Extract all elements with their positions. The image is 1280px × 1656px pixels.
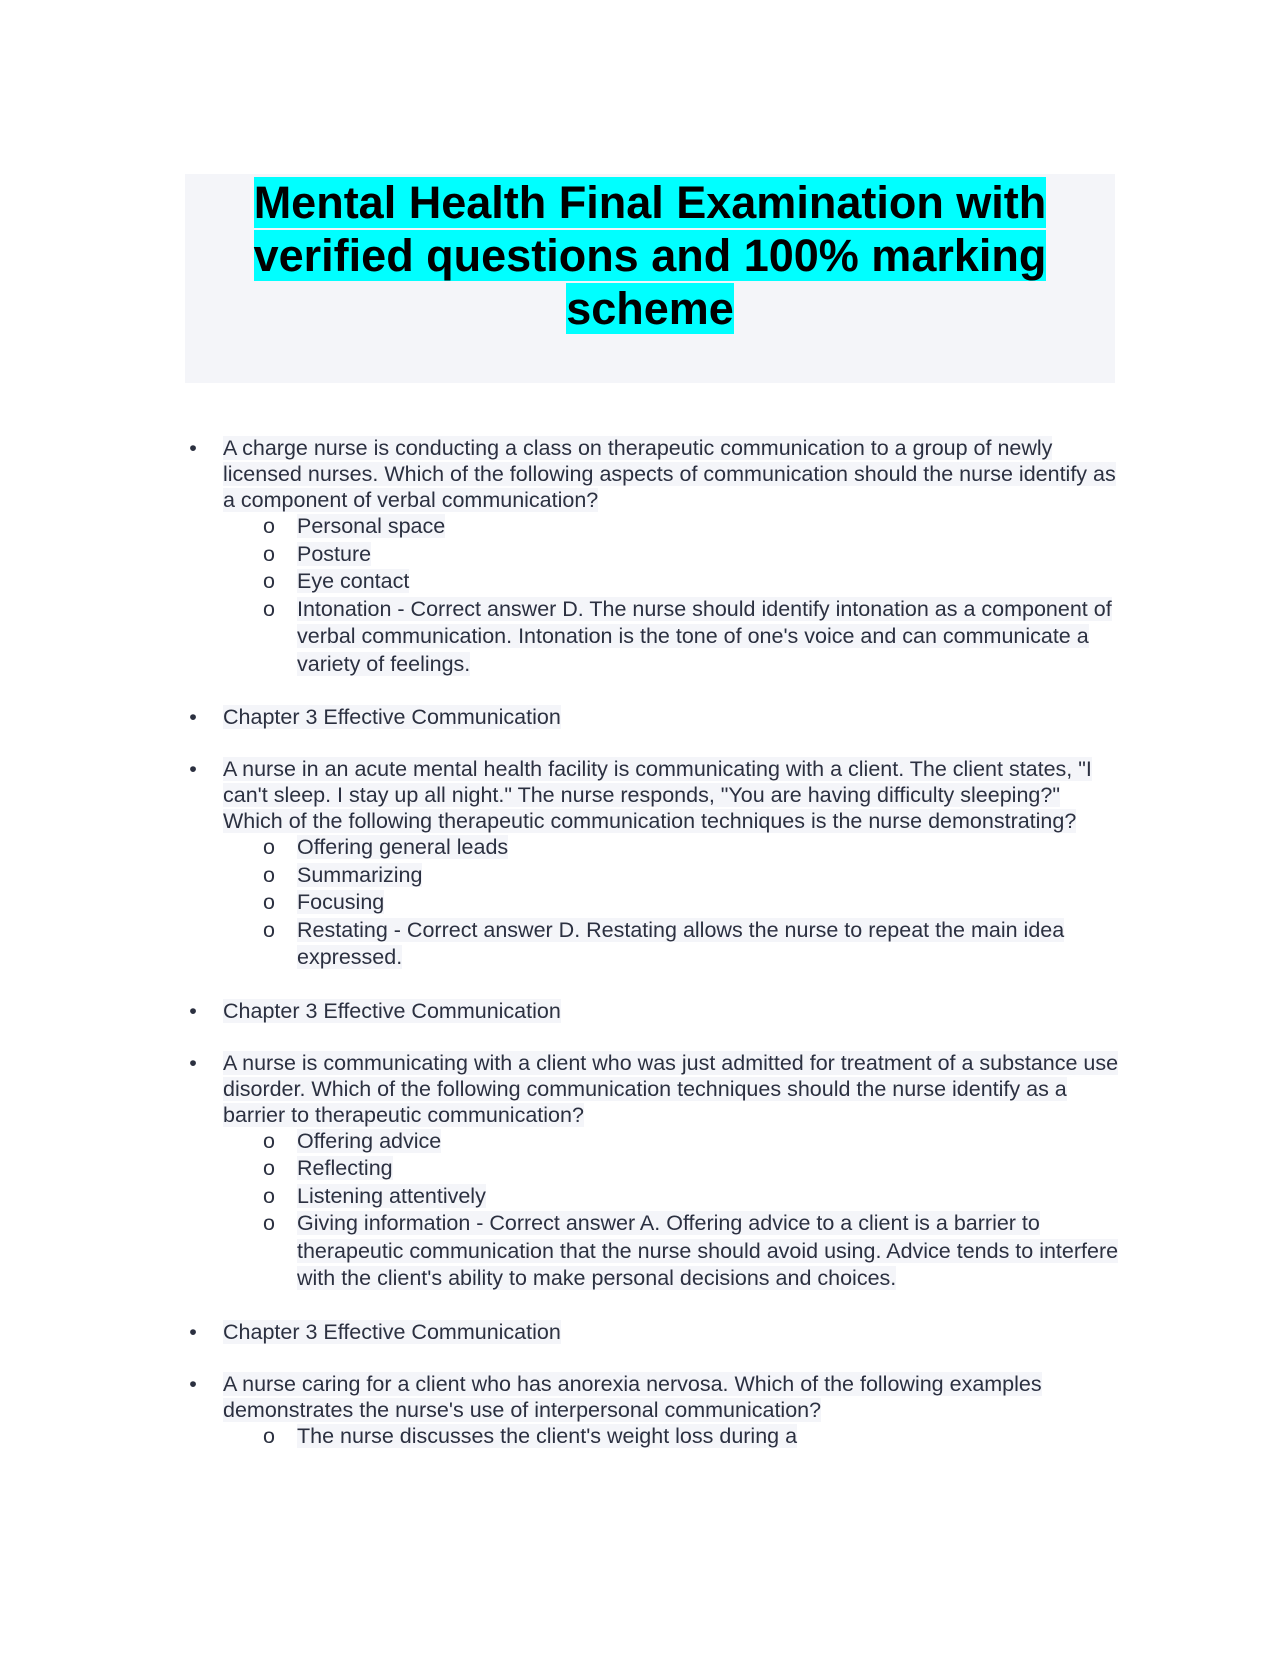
answer-option (223, 862, 1120, 890)
chapter-label: Chapter 3 Effective Communication (223, 1319, 561, 1344)
answer-option (223, 1423, 1120, 1451)
option-text: Focusing (297, 890, 385, 914)
chapter-item (185, 998, 1120, 1024)
answer-option (223, 917, 1120, 972)
answer-options (223, 1128, 1120, 1293)
option-text: Listening attentively (297, 1183, 486, 1208)
title-line: Mental Health Final Examination with (253, 177, 1047, 228)
title-box (185, 174, 1115, 383)
answer-options (223, 513, 1120, 678)
bullet-icon: • (189, 1371, 197, 1396)
bullet-icon: • (189, 1050, 197, 1075)
option-bullet-icon: o (263, 569, 275, 593)
option-bullet-icon: o (263, 514, 275, 538)
option-text: Restating - Correct answer D. Restating allows the nurse to repeat the main idea expressed. (297, 917, 1065, 969)
option-text: Intonation - Correct answer D. The nurse should identify intonation as a component of verbal communication. Intonation is the tone of one's voice and can communicate a variety of feelings. (297, 596, 1112, 676)
answer-option (223, 513, 1120, 541)
bullet-icon: • (189, 757, 197, 781)
question-text: A nurse caring for a client who has anorexia nervosa. Which of the following examples demonstrates the nurse's use of interpersonal communication? (223, 1371, 1042, 1422)
option-bullet-icon: o (263, 1423, 275, 1448)
option-bullet-icon: o (263, 917, 275, 942)
option-text: Offering general leads (297, 835, 509, 859)
option-text: Reflecting (297, 1156, 393, 1180)
question-text: A nurse in an acute mental health facility is communicating with a client. The client states, "I can't sleep. I stay up all night." The nurse responds, "You are having difficulty sleeping?" Which of the following therapeutic communication techniques is the nurse demonstrating? (223, 757, 1092, 833)
option-bullet-icon: o (263, 596, 275, 621)
answer-option (223, 1210, 1120, 1293)
option-bullet-icon: o (263, 1128, 275, 1153)
question-item (185, 756, 1120, 972)
option-bullet-icon: o (263, 1211, 275, 1235)
answer-option (223, 568, 1120, 596)
option-bullet-icon: o (263, 1156, 275, 1180)
answer-options (223, 1423, 1120, 1451)
question-text: A nurse is communicating with a client who was just admitted for treatment of a substance use disorder. Which of the following communication techniques should the nurse identify as a barrier to therapeutic communication? (223, 1050, 1119, 1127)
option-text: Posture (297, 541, 372, 566)
answer-option (223, 889, 1120, 917)
answer-options (223, 834, 1120, 972)
bullet-icon: • (189, 998, 197, 1023)
option-bullet-icon: o (263, 890, 275, 914)
option-bullet-icon: o (263, 835, 275, 859)
question-item (185, 435, 1120, 678)
answer-option (223, 541, 1120, 569)
document-title (185, 176, 1115, 335)
chapter-item (185, 1319, 1120, 1345)
option-text: Eye contact (297, 569, 410, 593)
question-item (185, 1371, 1120, 1451)
option-text: Offering advice (297, 1128, 442, 1153)
chapter-label: Chapter 3 Effective Communication (223, 998, 561, 1023)
question-text: A charge nurse is conducting a class on therapeutic communication to a group of newly licensed nurses. Which of the following aspects of communication should the nurse identify as a component of verbal communication? (223, 436, 1116, 512)
answer-option (223, 596, 1120, 679)
bullet-icon: • (189, 1319, 197, 1344)
bullet-icon: • (189, 436, 197, 460)
answer-option (223, 1128, 1120, 1156)
bullet-icon: • (189, 705, 197, 729)
option-text: The nurse discusses the client's weight loss during a (297, 1423, 798, 1448)
document-body (185, 435, 1120, 1476)
option-bullet-icon: o (263, 862, 275, 887)
chapter-item (185, 704, 1120, 730)
answer-option (223, 834, 1120, 862)
question-item (185, 1050, 1120, 1293)
answer-option (223, 1183, 1120, 1211)
answer-option (223, 1155, 1120, 1183)
title-line: scheme (566, 283, 734, 334)
option-bullet-icon: o (263, 541, 275, 566)
option-bullet-icon: o (263, 1183, 275, 1208)
option-text: Personal space (297, 514, 446, 538)
option-text: Giving information - Correct answer A. Offering advice to a client is a barrier to therapeutic communication that the nurse should avoid using. Advice tends to interfere with the client's ability to make personal decisions and choices. (297, 1211, 1119, 1290)
title-line: verified questions and 100% marking (253, 230, 1047, 281)
chapter-label: Chapter 3 Effective Communication (223, 705, 561, 729)
question-list (185, 435, 1120, 1450)
option-text: Summarizing (297, 862, 423, 887)
